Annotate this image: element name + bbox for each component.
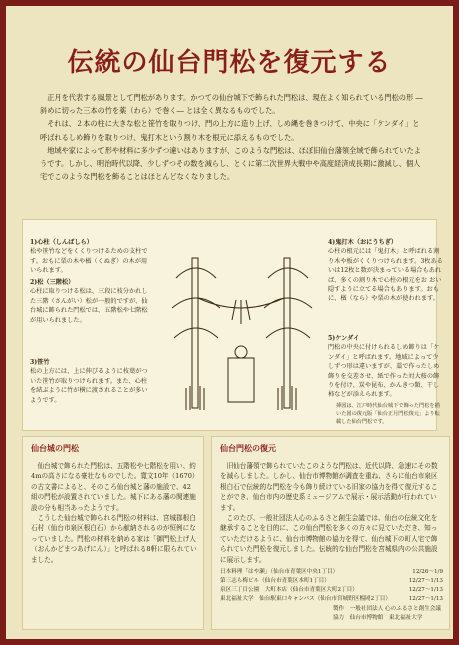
intro-paragraph: それは、２本の柱に大きな松と笹竹を取りつけ、門の上方に造り上げ、しめ縄を巻きつけて、中央に「ケンダイ」と呼ばれるしめ飾りを取りつけ、鬼打木という割り木を根元に添えるものでした。 — [40, 119, 420, 142]
figure-head — [235, 346, 247, 358]
note-body: 心柱に取りつける松は、三段に枝分かれした三階（さんがい）松が一般的ですが、仙台城に飾られた門松では、五階松や七階松が用いられました。 — [30, 288, 148, 324]
note-body: 松や笹竹などをくくりつけるための支柱です。おもに栗の木や楢（くぬぎ）の木が用いられます。 — [30, 248, 148, 275]
revival-paragraph: このたび、一般社団法人心のふるさと創生会議では、仙台の伝統文化を継承することを目的に、この仙台門松を多くの方々に見ていただき、知っていただけるように、仙台市博物館の協力を得て、仙台城下の町人宅で飾られていた門松を復元しました。伝統的な仙台門松を宮城県内の公共施設に展示します。 — [220, 514, 438, 564]
note-heading: 2)松（三階松） — [30, 279, 75, 286]
venue-list — [220, 568, 443, 604]
castle-paragraph: こうした仙台城で飾られる門松の材料は、宮城郡根白石村（仙台市泉区根白石）から献納されるのが恒例になっていました。門松の材料を納める家は「御門松上げ人（おんかどまつあげにん）」と呼ばれる8軒に限られていました。 — [31, 514, 197, 564]
note-heading: 1)心柱（しんばしら） — [30, 239, 93, 246]
castle-heading: 仙台城の門松 — [31, 443, 79, 453]
note-sasatake — [30, 358, 148, 405]
note-shinbashira — [30, 238, 148, 276]
left-oniuchigi — [186, 386, 204, 410]
castle-section — [22, 436, 204, 630]
note-heading: 5)ケンダイ — [328, 335, 360, 342]
note-kendai — [328, 334, 444, 400]
note-oniuchigi — [328, 238, 444, 304]
note-body: 門松の中央に付けられるしめ飾りは「ケンダイ」と呼ばれます。地域によって少しずつ形は違いますが、藁で作ったしめ飾りを交差させ、紙で作った対大桜の飾りを付け、炭や昆布、かんきつ類、干し柿などが添えられます。 — [328, 344, 440, 399]
kendai — [232, 300, 250, 324]
page-title: 伝統の仙台門松を復元する — [67, 48, 392, 78]
credit-line: 製作 一般社団法人 心のふるさと創生会議 — [332, 606, 441, 612]
venue-date: 12/26～1/9 — [412, 569, 443, 575]
castle-text — [31, 461, 197, 565]
revival-heading: 仙台門松の復元 — [220, 443, 276, 453]
note-heading: 4)鬼打木（おにうちぎ） — [328, 239, 398, 246]
credits — [333, 605, 441, 623]
venue-name: 東北福祉大学 仙台駅東口キャンパス（仙台市宮城野区榴岡2丁目） — [220, 596, 391, 602]
venue-row — [220, 577, 443, 586]
revival-paragraph: 旧仙台藩領で飾られていたこのような門松は、近代以降、急速にその数を減らしました。しかし、仙台市博物館が調査を重ね、さらに仙台市泉区根白石で伝統的な門松を今も飾り続けている旧家の協力を得て復元することができ、仙台市内の歴史系ミュージアムで展示・展示活動が行われています。 — [220, 462, 438, 512]
right-oniuchigi — [278, 386, 296, 410]
left-pine — [172, 268, 220, 338]
venue-name: 日本料理「はや瀬」（仙台市青葉区中央1丁目） — [220, 569, 339, 575]
venue-date: 12/27～1/13 — [408, 596, 443, 602]
revival-section — [211, 436, 450, 630]
intro-paragraph: 地域や家によって形や材料に多少ずつ違いはありますが、このような門松は、ほぼ旧仙台藩領全域で飾られていたようです。しかし、明治時代以降、少しずつその数を減らし、とくに第二次世界大戦中や高度経済成長期に激減し、個人宅でこのような門松を飾ることはほとんどなくなりました。 — [40, 145, 421, 182]
left-pillar — [192, 258, 198, 408]
diagram-caption — [336, 402, 444, 426]
venue-date: 12/27～1/13 — [408, 587, 443, 593]
note-body: 心柱の根元には「鬼打木」と呼ばれる割り木や板がくくりつけられます。3枚あるいは12枚と数が決まっている場合もあれば、多くの割り木で心柱の根元をお おい隠すように立てる場合もあります。おもに、楢（なら）や栗の木が使われます。 — [328, 248, 443, 303]
venue-row — [220, 568, 443, 577]
note-body: 松の上方には、上に伸びるように枝葉がついた笹竹が取りつけられます。また、心柱を結ぶように竹が横に渡されることが多いようです。 — [30, 368, 148, 404]
kadomatsu-illustration — [156, 238, 326, 418]
revival-text — [220, 461, 443, 565]
venue-row — [220, 595, 443, 604]
venue-name: 泉区三丁目公園 大町本店（仙台市青葉区大町2丁目） — [220, 587, 358, 593]
figure — [228, 358, 254, 402]
credit-line: 協力 仙台市博物館 東北福祉大学 — [332, 615, 423, 621]
note-matsu — [30, 278, 148, 325]
castle-paragraph: 仙台城で飾られた門松は、五階松や七階松を用い、約4mの高さになる豪壮なものでした。寛文10年（1670）の古文書によると、そのころ仙台城と藩の施設で、42組の門松が設置されていました。城下にある藩の関連施設の分も相当あったようです。 — [31, 462, 196, 512]
right-pillar — [284, 258, 290, 408]
caption-text: 挿図は、江戸時代仙台城下で飾った門松を描いた図の復元版「仙台正月門松復元」より転載した仙台門松です。 — [336, 403, 440, 425]
intro-text — [40, 91, 425, 183]
note-heading: 3)笹竹 — [30, 359, 50, 366]
intro-paragraph: 正月を代表する風景として門松があります。かつての仙台城下で飾られた門松は、現在よく知られている門松の形 ―斜めに切った三本の竹を薬（わら）で巻く― とは全く異なるものでした。 — [40, 93, 423, 116]
venue-name: 第三志ら梅ビル（仙台市青葉区本町1丁目） — [220, 578, 330, 584]
venue-date: 12/27～1/13 — [408, 578, 443, 584]
venue-row — [220, 586, 443, 595]
